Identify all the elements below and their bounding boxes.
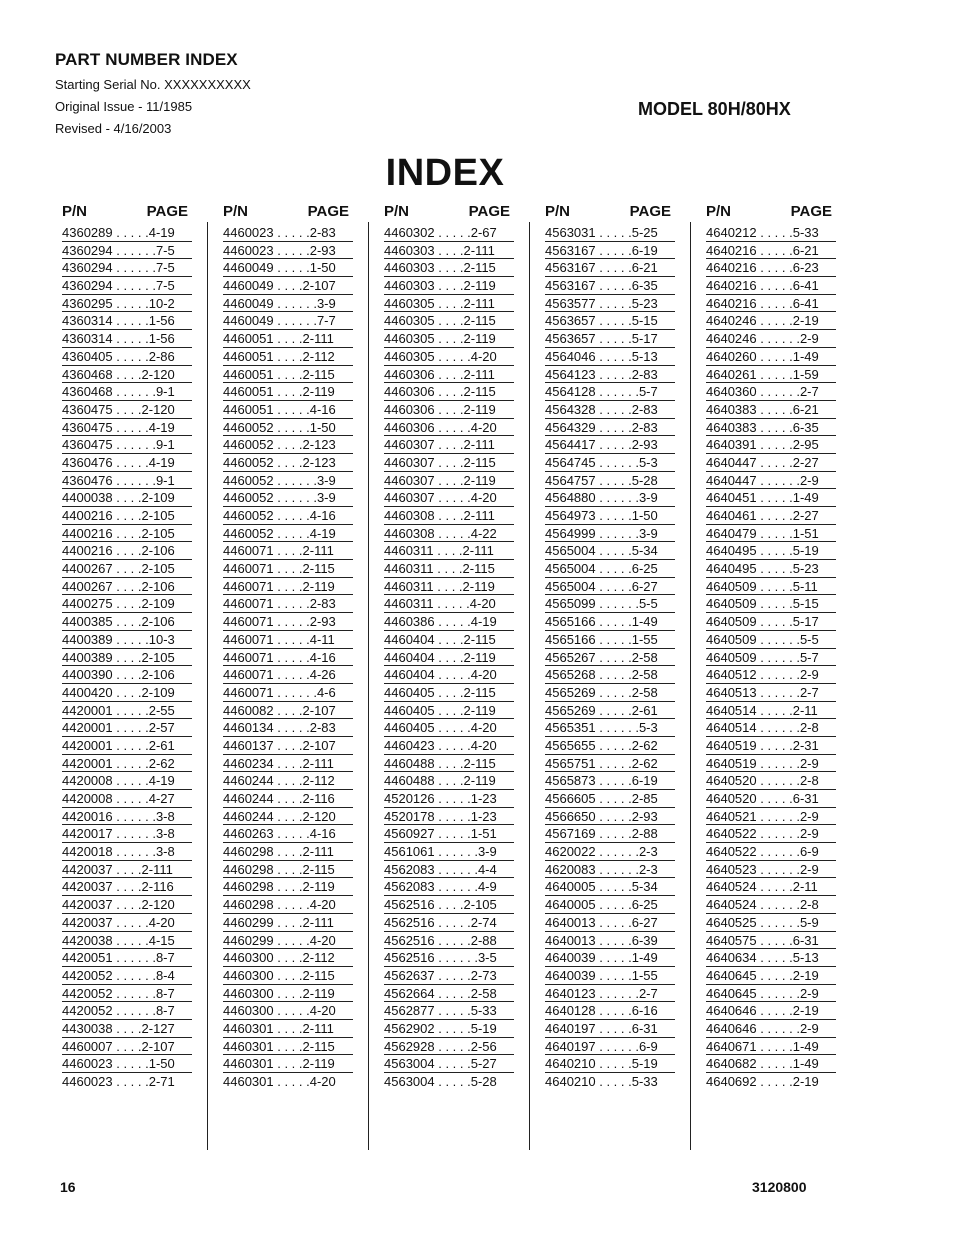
pn-header: P/N xyxy=(384,203,410,220)
index-entry: 4460405 . . . .2-119 xyxy=(384,702,514,720)
index-entry: 4460082 . . . .2-107 xyxy=(223,702,353,720)
index-entry: 4460307 . . . .2-111 xyxy=(384,436,514,454)
index-entry: 4400267 . . . .2-105 xyxy=(62,560,192,578)
index-entry: 4460051 . . . .2-112 xyxy=(223,348,353,366)
index-entry: 4640260 . . . . .1-49 xyxy=(706,348,836,366)
index-entry: 4640525 . . . . . .5-9 xyxy=(706,914,836,932)
index-entry: 4460306 . . . .2-119 xyxy=(384,401,514,419)
column-header xyxy=(223,203,353,223)
index-entry: 4640519 . . . . . .2-9 xyxy=(706,755,836,773)
index-entry: 4460049 . . . .2-107 xyxy=(223,277,353,295)
index-entry: 4460305 . . . . .4-20 xyxy=(384,348,514,366)
page-header: PAGE xyxy=(146,203,188,220)
index-entry: 4460301 . . . .2-111 xyxy=(223,1020,353,1038)
index-entry: 4460311 . . . . .4-20 xyxy=(384,595,514,613)
index-entry: 4562637 . . . . .2-73 xyxy=(384,967,514,985)
index-entry: 4640495 . . . . .5-23 xyxy=(706,560,836,578)
index-entry: 4564880 . . . . . .3-9 xyxy=(545,489,675,507)
index-entry: 4460263 . . . . .4-16 xyxy=(223,825,353,843)
pn-header: P/N xyxy=(545,203,571,220)
index-entry: 4564973 . . . . .1-50 xyxy=(545,507,675,525)
index-entry: 4640509 . . . . .5-11 xyxy=(706,578,836,596)
index-entry: 4640509 . . . . . .5-5 xyxy=(706,631,836,649)
index-entry: 4360294 . . . . . .7-5 xyxy=(62,277,192,295)
revised-line: Revised - 4/16/2003 xyxy=(55,121,172,136)
original-issue-line: Original Issue - 11/1985 xyxy=(55,99,193,114)
index-rows xyxy=(545,224,675,1091)
index-entry: 4640513 . . . . . .2-7 xyxy=(706,684,836,702)
index-entry: 4430038 . . . .2-127 xyxy=(62,1020,192,1038)
index-entry: 4420016 . . . . . .3-8 xyxy=(62,808,192,826)
index-entry: 4460404 . . . . .4-20 xyxy=(384,666,514,684)
index-entry: 4360294 . . . . . .7-5 xyxy=(62,242,192,260)
index-entry: 4561061 . . . . . .3-9 xyxy=(384,843,514,861)
page-header: PAGE xyxy=(468,203,510,220)
index-entry: 4460049 . . . . . .3-9 xyxy=(223,295,353,313)
index-entry: 4460052 . . . . . .3-9 xyxy=(223,472,353,490)
index-entry: 4460299 . . . . .4-20 xyxy=(223,932,353,950)
index-entry: 4640261 . . . . .1-59 xyxy=(706,366,836,384)
index-entry: 4460311 . . . .2-115 xyxy=(384,560,514,578)
index-entry: 4460071 . . . . .2-83 xyxy=(223,595,353,613)
index-entry: 4460299 . . . .2-111 xyxy=(223,914,353,932)
index-entry: 4360294 . . . . . .7-5 xyxy=(62,259,192,277)
index-entry: 4640634 . . . . .5-13 xyxy=(706,949,836,967)
index-entry: 4460298 . . . . .4-20 xyxy=(223,896,353,914)
index-entry: 4565873 . . . . .6-19 xyxy=(545,772,675,790)
index-entry: 4564417 . . . . .2-93 xyxy=(545,436,675,454)
index-column-1 xyxy=(62,203,192,1091)
index-entry: 4640039 . . . . .1-55 xyxy=(545,967,675,985)
index-entry: 4640520 . . . . . .2-8 xyxy=(706,772,836,790)
index-entry: 4565099 . . . . . .5-5 xyxy=(545,595,675,613)
page-number: 16 xyxy=(60,1179,76,1195)
index-entry: 4420037 . . . .2-111 xyxy=(62,861,192,879)
index-entry: 4460306 . . . .2-115 xyxy=(384,383,514,401)
index-entry: 4360289 . . . . .4-19 xyxy=(62,224,192,242)
index-entry: 4460311 . . . .2-119 xyxy=(384,578,514,596)
index-entry: 4640519 . . . . .2-31 xyxy=(706,737,836,755)
index-entry: 4640522 . . . . . .6-9 xyxy=(706,843,836,861)
index-entry: 4460306 . . . . .4-20 xyxy=(384,419,514,437)
index-entry: 4640128 . . . . .6-16 xyxy=(545,1002,675,1020)
serial-number-line: Starting Serial No. XXXXXXXXXX xyxy=(55,77,251,92)
index-entry: 4360295 . . . . .10-2 xyxy=(62,295,192,313)
index-entry: 4640521 . . . . . .2-9 xyxy=(706,808,836,826)
model-label: MODEL 80H/80HX xyxy=(638,99,791,119)
index-entry: 4640210 . . . . .5-33 xyxy=(545,1074,658,1089)
index-entry: 4640645 . . . . . .2-9 xyxy=(706,985,836,1003)
index-entry: 4640646 . . . . . .2-9 xyxy=(706,1020,836,1038)
index-entry: 4564757 . . . . .5-28 xyxy=(545,472,675,490)
index-entry: 4460051 . . . .2-119 xyxy=(223,383,353,401)
index-entry: 4562902 . . . . .5-19 xyxy=(384,1020,514,1038)
index-entry: 4640692 . . . . .2-19 xyxy=(706,1074,819,1089)
index-column-4 xyxy=(545,203,675,1091)
index-entry: 4460052 . . . . .4-19 xyxy=(223,525,353,543)
index-rows xyxy=(384,224,514,1091)
index-entry: 4640682 . . . . .1-49 xyxy=(706,1055,836,1073)
index-entry: 4420051 . . . . . .8-7 xyxy=(62,949,192,967)
index-entry: 4360475 . . . . .4-19 xyxy=(62,419,192,437)
index-entry: 4460301 . . . .2-119 xyxy=(223,1055,353,1073)
index-entry: 4565268 . . . . .2-58 xyxy=(545,666,675,684)
index-entry: 4400389 . . . . .10-3 xyxy=(62,631,192,649)
index-column-2 xyxy=(223,203,353,1091)
index-entry: 4460244 . . . .2-112 xyxy=(223,772,353,790)
index-entry: 4460244 . . . .2-120 xyxy=(223,808,353,826)
index-entry: 4565351 . . . . . .5-3 xyxy=(545,719,675,737)
index-entry: 4565267 . . . . .2-58 xyxy=(545,649,675,667)
index-entry: 4400038 . . . .2-109 xyxy=(62,489,192,507)
index-entry: 4400216 . . . .2-105 xyxy=(62,507,192,525)
index-entry: 4460301 . . . .2-115 xyxy=(223,1038,353,1056)
index-entry: 4460488 . . . .2-119 xyxy=(384,772,514,790)
page-header: PAGE xyxy=(307,203,349,220)
index-entry: 4640216 . . . . .6-41 xyxy=(706,295,836,313)
index-entry: 4460007 . . . .2-107 xyxy=(62,1038,192,1056)
index-entry: 4460052 . . . . . .3-9 xyxy=(223,489,353,507)
index-heading: INDEX xyxy=(385,152,505,194)
index-entry: 4565166 . . . . .1-49 xyxy=(545,613,675,631)
index-entry: 4460305 . . . .2-119 xyxy=(384,330,514,348)
index-entry: 4420001 . . . . .2-57 xyxy=(62,719,192,737)
index-entry: 4360476 . . . . . .9-1 xyxy=(62,472,192,490)
index-entry: 4566605 . . . . .2-85 xyxy=(545,790,675,808)
index-entry: 4360475 . . . .2-120 xyxy=(62,401,192,419)
index-entry: 4564329 . . . . .2-83 xyxy=(545,419,675,437)
index-entry: 4460051 . . . .2-115 xyxy=(223,366,353,384)
index-entry: 4620083 . . . . . .2-3 xyxy=(545,861,675,879)
column-header xyxy=(62,203,192,223)
index-entry: 4460023 . . . . .2-71 xyxy=(62,1074,175,1089)
column-divider xyxy=(690,222,691,1150)
index-entry: 4460307 . . . .2-115 xyxy=(384,454,514,472)
index-entry: 4460303 . . . .2-115 xyxy=(384,259,514,277)
index-entry: 4460307 . . . .2-119 xyxy=(384,472,514,490)
index-entry: 4460405 . . . . .4-20 xyxy=(384,719,514,737)
index-entry: 4400420 . . . .2-109 xyxy=(62,684,192,702)
index-entry: 4460303 . . . .2-119 xyxy=(384,277,514,295)
index-entry: 4460052 . . . .2-123 xyxy=(223,454,353,472)
index-entry: 4560927 . . . . .1-51 xyxy=(384,825,514,843)
index-entry: 4460298 . . . .2-111 xyxy=(223,843,353,861)
index-entry: 4460071 . . . .2-115 xyxy=(223,560,353,578)
index-entry: 4460300 . . . .2-119 xyxy=(223,985,353,1003)
index-rows xyxy=(223,224,353,1091)
page-header: PAGE xyxy=(790,203,832,220)
column-divider xyxy=(207,222,208,1150)
index-entry: 4460311 . . . .2-111 xyxy=(384,542,514,560)
index-entry: 4565004 . . . . .5-34 xyxy=(545,542,675,560)
index-entry: 4562516 . . . . . .3-5 xyxy=(384,949,514,967)
index-entry: 4360405 . . . . .2-86 xyxy=(62,348,192,366)
index-entry: 4400275 . . . .2-109 xyxy=(62,595,192,613)
index-entry: 4460300 . . . .2-115 xyxy=(223,967,353,985)
index-entry: 4565269 . . . . .2-61 xyxy=(545,702,675,720)
column-header xyxy=(545,203,675,223)
index-entry: 4360475 . . . . . .9-1 xyxy=(62,436,192,454)
index-entry: 4640383 . . . . .6-21 xyxy=(706,401,836,419)
index-entry: 4360314 . . . . .1-56 xyxy=(62,312,192,330)
document-title: PART NUMBER INDEX xyxy=(55,50,238,69)
index-entry: 4640522 . . . . . .2-9 xyxy=(706,825,836,843)
index-entry: 4564999 . . . . . .3-9 xyxy=(545,525,675,543)
index-entry: 4563031 . . . . .5-25 xyxy=(545,224,675,242)
index-entry: 4460305 . . . .2-111 xyxy=(384,295,514,313)
index-column-3 xyxy=(384,203,514,1091)
index-entry: 4640013 . . . . .6-27 xyxy=(545,914,675,932)
index-entry: 4640039 . . . . .1-49 xyxy=(545,949,675,967)
index-entry: 4460049 . . . . . .7-7 xyxy=(223,312,353,330)
index-entry: 4563657 . . . . .5-15 xyxy=(545,312,675,330)
index-entry: 4400267 . . . .2-106 xyxy=(62,578,192,596)
index-entry: 4640509 . . . . . .5-7 xyxy=(706,649,836,667)
index-entry: 4420008 . . . . .4-19 xyxy=(62,772,192,790)
index-entry: 4563577 . . . . .5-23 xyxy=(545,295,675,313)
index-entry: 4565166 . . . . .1-55 xyxy=(545,631,675,649)
index-entry: 4460386 . . . . .4-19 xyxy=(384,613,514,631)
index-entry: 4640246 . . . . .2-19 xyxy=(706,312,836,330)
index-entry: 4640520 . . . . .6-31 xyxy=(706,790,836,808)
index-entry: 4420017 . . . . . .3-8 xyxy=(62,825,192,843)
index-entry: 4562083 . . . . . .4-4 xyxy=(384,861,514,879)
index-entry: 4640509 . . . . .5-17 xyxy=(706,613,836,631)
index-entry: 4562664 . . . . .2-58 xyxy=(384,985,514,1003)
index-entry: 4460049 . . . . .1-50 xyxy=(223,259,353,277)
index-entry: 4360314 . . . . .1-56 xyxy=(62,330,192,348)
index-entry: 4640671 . . . . .1-49 xyxy=(706,1038,836,1056)
index-entry: 4460301 . . . . .4-20 xyxy=(223,1074,336,1089)
index-entry: 4460052 . . . . .4-16 xyxy=(223,507,353,525)
index-entry: 4640005 . . . . .5-34 xyxy=(545,878,675,896)
index-entry: 4640514 . . . . .2-11 xyxy=(706,702,836,720)
index-entry: 4567169 . . . . .2-88 xyxy=(545,825,675,843)
index-entry: 4640645 . . . . .2-19 xyxy=(706,967,836,985)
column-header xyxy=(384,203,514,223)
index-entry: 4640005 . . . . .6-25 xyxy=(545,896,675,914)
index-entry: 4564046 . . . . .5-13 xyxy=(545,348,675,366)
index-entry: 4640246 . . . . . .2-9 xyxy=(706,330,836,348)
index-entry: 4565269 . . . . .2-58 xyxy=(545,684,675,702)
index-entry: 4640383 . . . . .6-35 xyxy=(706,419,836,437)
index-entry: 4460423 . . . . .4-20 xyxy=(384,737,514,755)
index-entry: 4563004 . . . . .5-27 xyxy=(384,1055,514,1073)
index-entry: 4564128 . . . . . .5-7 xyxy=(545,383,675,401)
index-entry: 4460051 . . . . .4-16 xyxy=(223,401,353,419)
index-entry: 4460488 . . . .2-115 xyxy=(384,755,514,773)
index-entry: 4564123 . . . . .2-83 xyxy=(545,366,675,384)
index-entry: 4563657 . . . . .5-17 xyxy=(545,330,675,348)
page-header: PAGE xyxy=(629,203,671,220)
index-entry: 4460303 . . . .2-111 xyxy=(384,242,514,260)
index-entry: 4640216 . . . . .6-23 xyxy=(706,259,836,277)
index-entry: 4460308 . . . . .4-22 xyxy=(384,525,514,543)
index-entry: 4420052 . . . . . .8-4 xyxy=(62,967,192,985)
index-entry: 4640013 . . . . .6-39 xyxy=(545,932,675,950)
index-entry: 4640391 . . . . .2-95 xyxy=(706,436,836,454)
index-entry: 4420037 . . . . .4-20 xyxy=(62,914,192,932)
index-entry: 4460404 . . . .2-115 xyxy=(384,631,514,649)
index-entry: 4520178 . . . . .1-23 xyxy=(384,808,514,826)
index-entry: 4460137 . . . .2-107 xyxy=(223,737,353,755)
index-entry: 4640197 . . . . . .6-9 xyxy=(545,1038,675,1056)
index-entry: 4460023 . . . . .2-83 xyxy=(223,224,353,242)
index-entry: 4420038 . . . . .4-15 xyxy=(62,932,192,950)
index-entry: 4563167 . . . . .6-35 xyxy=(545,277,675,295)
index-entry: 4460023 . . . . .2-93 xyxy=(223,242,353,260)
index-entry: 4420008 . . . . .4-27 xyxy=(62,790,192,808)
index-entry: 4400216 . . . .2-106 xyxy=(62,542,192,560)
index-entry: 4640210 . . . . .5-19 xyxy=(545,1055,675,1073)
index-entry: 4460405 . . . .2-115 xyxy=(384,684,514,702)
index-entry: 4640461 . . . . .2-27 xyxy=(706,507,836,525)
index-entry: 4460244 . . . .2-116 xyxy=(223,790,353,808)
index-entry: 4640524 . . . . . .2-8 xyxy=(706,896,836,914)
index-entry: 4420001 . . . . .2-55 xyxy=(62,702,192,720)
index-entry: 4640514 . . . . . .2-8 xyxy=(706,719,836,737)
index-entry: 4460071 . . . . .4-16 xyxy=(223,649,353,667)
index-entry: 4563167 . . . . .6-21 xyxy=(545,259,675,277)
index-entry: 4460052 . . . .2-123 xyxy=(223,436,353,454)
index-entry: 4640123 . . . . . .2-7 xyxy=(545,985,675,1003)
index-entry: 4520126 . . . . .1-23 xyxy=(384,790,514,808)
index-entry: 4460071 . . . . .2-93 xyxy=(223,613,353,631)
index-entry: 4420037 . . . .2-116 xyxy=(62,878,192,896)
index-entry: 4564745 . . . . . .5-3 xyxy=(545,454,675,472)
index-entry: 4460300 . . . . .4-20 xyxy=(223,1002,353,1020)
index-entry: 4563167 . . . . .6-19 xyxy=(545,242,675,260)
pn-header: P/N xyxy=(706,203,732,220)
index-entry: 4460300 . . . .2-112 xyxy=(223,949,353,967)
index-rows xyxy=(62,224,192,1091)
index-entry: 4565655 . . . . .2-62 xyxy=(545,737,675,755)
index-entry: 4460306 . . . .2-111 xyxy=(384,366,514,384)
index-entry: 4562516 . . . . .2-74 xyxy=(384,914,514,932)
index-entry: 4460052 . . . . .1-50 xyxy=(223,419,353,437)
index-entry: 4562516 . . . .2-105 xyxy=(384,896,514,914)
index-entry: 4460134 . . . . .2-83 xyxy=(223,719,353,737)
index-entry: 4562928 . . . . .2-56 xyxy=(384,1038,514,1056)
index-entry: 4563004 . . . . .5-28 xyxy=(384,1074,497,1089)
index-entry: 4420018 . . . . . .3-8 xyxy=(62,843,192,861)
index-entry: 4460307 . . . . .4-20 xyxy=(384,489,514,507)
index-entry: 4460023 . . . . .1-50 xyxy=(62,1055,192,1073)
index-entry: 4420052 . . . . . .8-7 xyxy=(62,1002,192,1020)
index-entry: 4420052 . . . . . .8-7 xyxy=(62,985,192,1003)
index-entry: 4566650 . . . . .2-93 xyxy=(545,808,675,826)
index-entry: 4460071 . . . .2-119 xyxy=(223,578,353,596)
index-entry: 4460234 . . . .2-111 xyxy=(223,755,353,773)
index-entry: 4460302 . . . . .2-67 xyxy=(384,224,514,242)
index-entry: 4460071 . . . . . .4-6 xyxy=(223,684,353,702)
index-entry: 4565004 . . . . .6-25 xyxy=(545,560,675,578)
index-entry: 4460051 . . . .2-111 xyxy=(223,330,353,348)
index-entry: 4562516 . . . . .2-88 xyxy=(384,932,514,950)
index-entry: 4460071 . . . .2-111 xyxy=(223,542,353,560)
index-entry: 4460071 . . . . .4-26 xyxy=(223,666,353,684)
index-entry: 4565751 . . . . .2-62 xyxy=(545,755,675,773)
index-entry: 4640447 . . . . . .2-9 xyxy=(706,472,836,490)
index-entry: 4400390 . . . .2-106 xyxy=(62,666,192,684)
index-entry: 4562083 . . . . . .4-9 xyxy=(384,878,514,896)
index-entry: 4640479 . . . . .1-51 xyxy=(706,525,836,543)
index-rows xyxy=(706,224,836,1091)
index-entry: 4640524 . . . . .2-11 xyxy=(706,878,836,896)
index-entry: 4360476 . . . . .4-19 xyxy=(62,454,192,472)
index-entry: 4640495 . . . . .5-19 xyxy=(706,542,836,560)
index-entry: 4640197 . . . . .6-31 xyxy=(545,1020,675,1038)
index-entry: 4400385 . . . .2-106 xyxy=(62,613,192,631)
index-entry: 4400389 . . . .2-105 xyxy=(62,649,192,667)
column-divider xyxy=(368,222,369,1150)
index-entry: 4460071 . . . . .4-11 xyxy=(223,631,353,649)
column-header xyxy=(706,203,836,223)
index-entry: 4460298 . . . .2-115 xyxy=(223,861,353,879)
index-entry: 4640509 . . . . .5-15 xyxy=(706,595,836,613)
index-entry: 4565004 . . . . .6-27 xyxy=(545,578,675,596)
pn-header: P/N xyxy=(223,203,249,220)
index-entry: 4640447 . . . . .2-27 xyxy=(706,454,836,472)
index-entry: 4420001 . . . . .2-61 xyxy=(62,737,192,755)
index-entry: 4640646 . . . . .2-19 xyxy=(706,1002,836,1020)
index-entry: 4420037 . . . .2-120 xyxy=(62,896,192,914)
index-entry: 4360468 . . . . . .9-1 xyxy=(62,383,192,401)
index-entry: 4460305 . . . .2-115 xyxy=(384,312,514,330)
index-entry: 4460308 . . . .2-111 xyxy=(384,507,514,525)
index-entry: 4640512 . . . . . .2-9 xyxy=(706,666,836,684)
index-entry: 4562877 . . . . .5-33 xyxy=(384,1002,514,1020)
index-entry: 4360468 . . . .2-120 xyxy=(62,366,192,384)
index-entry: 4420001 . . . . .2-62 xyxy=(62,755,192,773)
index-entry: 4620022 . . . . . .2-3 xyxy=(545,843,675,861)
index-entry: 4460298 . . . .2-119 xyxy=(223,878,353,896)
index-column-5 xyxy=(706,203,836,1091)
index-entry: 4640212 . . . . .5-33 xyxy=(706,224,836,242)
index-entry: 4640451 . . . . .1-49 xyxy=(706,489,836,507)
document-number: 3120800 xyxy=(752,1179,807,1195)
index-entry: 4564328 . . . . .2-83 xyxy=(545,401,675,419)
index-entry: 4640216 . . . . .6-21 xyxy=(706,242,836,260)
index-entry: 4640575 . . . . .6-31 xyxy=(706,932,836,950)
index-entry: 4640360 . . . . . .2-7 xyxy=(706,383,836,401)
index-entry: 4460404 . . . .2-119 xyxy=(384,649,514,667)
pn-header: P/N xyxy=(62,203,88,220)
index-entry: 4640216 . . . . .6-41 xyxy=(706,277,836,295)
index-entry: 4640523 . . . . . .2-9 xyxy=(706,861,836,879)
column-divider xyxy=(529,222,530,1150)
index-entry: 4400216 . . . .2-105 xyxy=(62,525,192,543)
